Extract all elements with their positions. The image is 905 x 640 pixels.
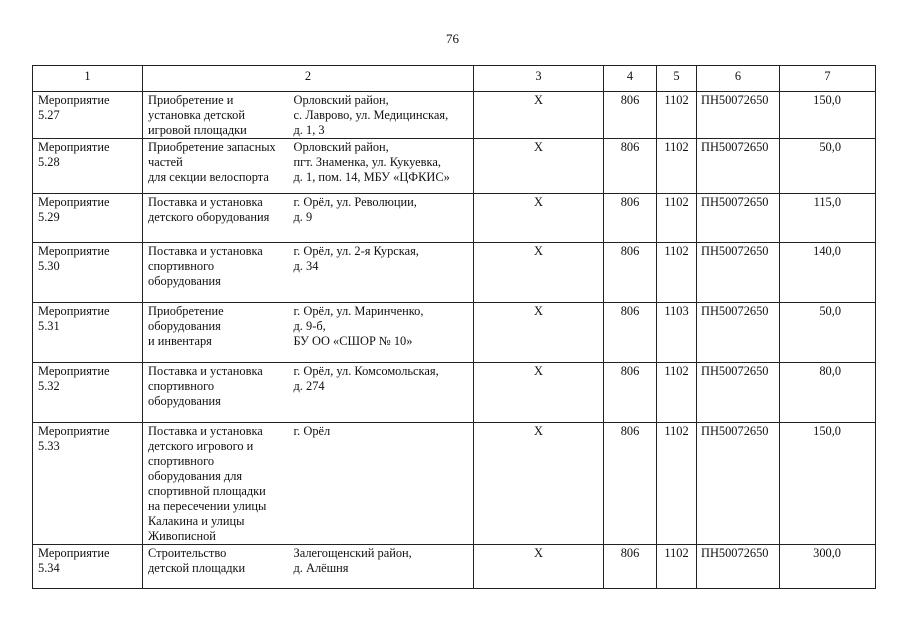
measure-cell-line: Мероприятие: [38, 304, 110, 318]
col5-cell: 1102: [657, 194, 697, 243]
address-cell-line: д. 34: [293, 259, 319, 273]
measure-cell: [33, 139, 143, 194]
measure-cell-line: 5.28: [38, 155, 60, 169]
name-cell-line: установка детской: [148, 108, 245, 122]
name-cell-line: Приобретение: [148, 304, 224, 318]
measure-cell-line: 5.30: [38, 259, 60, 273]
col3-cell: X: [474, 423, 604, 545]
measure-cell-line: Мероприятие: [38, 424, 110, 438]
table-row: [33, 303, 876, 363]
col3-cell: X: [474, 545, 604, 589]
col3-cell: X: [474, 194, 604, 243]
header-cell: 3: [474, 66, 604, 92]
name-cell-line: спортивного: [148, 259, 215, 273]
name-cell-line: детского оборудования: [148, 210, 270, 224]
name-cell-line: оборудования: [148, 274, 221, 288]
col7-cell: 50,0: [780, 139, 876, 194]
measure-cell: [33, 303, 143, 363]
table-row: [33, 423, 876, 545]
header-cell: 4: [604, 66, 657, 92]
address-cell: [289, 303, 474, 363]
name-cell: [143, 363, 289, 423]
measure-cell-line: Мероприятие: [38, 93, 110, 107]
address-cell: [289, 243, 474, 303]
address-cell-line: д. 274: [293, 379, 325, 393]
address-cell-line: г. Орёл, ул. Маринченко,: [293, 304, 424, 318]
name-cell-line: Поставка и установка: [148, 244, 263, 258]
col4-cell: 806: [604, 243, 657, 303]
col3-cell: X: [474, 303, 604, 363]
col6-cell: ПН50072650: [697, 139, 780, 194]
col5-cell: 1102: [657, 243, 697, 303]
measure-cell-line: Мероприятие: [38, 195, 110, 209]
header-cell: 7: [780, 66, 876, 92]
measure-cell: [33, 194, 143, 243]
col6-cell: ПН50072650: [697, 92, 780, 139]
table-row: [33, 363, 876, 423]
address-cell: [289, 139, 474, 194]
measure-cell-line: Мероприятие: [38, 140, 110, 154]
measure-cell-line: 5.29: [38, 210, 60, 224]
col7-cell: 150,0: [780, 423, 876, 545]
table-row: [33, 243, 876, 303]
name-cell-line: детского игрового и: [148, 439, 254, 453]
measure-cell: [33, 243, 143, 303]
col6-cell: ПН50072650: [697, 303, 780, 363]
name-cell-line: оборудования для: [148, 469, 243, 483]
name-cell-line: Калакина и улицы: [148, 514, 245, 528]
budget-table: [32, 65, 876, 589]
table-row: [33, 139, 876, 194]
name-cell-line: Поставка и установка: [148, 424, 263, 438]
measure-cell-line: 5.32: [38, 379, 60, 393]
name-cell-line: Поставка и установка: [148, 195, 263, 209]
name-cell: [143, 243, 289, 303]
col4-cell: 806: [604, 303, 657, 363]
measure-cell-line: Мероприятие: [38, 364, 110, 378]
col7-cell: 115,0: [780, 194, 876, 243]
col6-cell: ПН50072650: [697, 243, 780, 303]
col4-cell: 806: [604, 423, 657, 545]
name-cell-line: спортивной площадки: [148, 484, 266, 498]
address-cell-line: д. 1, пом. 14, МБУ «ЦФКИС»: [293, 170, 450, 184]
measure-cell-line: 5.31: [38, 319, 60, 333]
col5-cell: 1102: [657, 363, 697, 423]
address-cell: [289, 545, 474, 589]
header-row: [33, 66, 876, 92]
col5-cell: 1102: [657, 545, 697, 589]
measure-cell: [33, 423, 143, 545]
col3-cell: X: [474, 139, 604, 194]
col4-cell: 806: [604, 194, 657, 243]
col4-cell: 806: [604, 545, 657, 589]
col5-cell: 1102: [657, 423, 697, 545]
col7-cell: 50,0: [780, 303, 876, 363]
table-body: [33, 92, 876, 589]
address-cell-line: д. 9-б,: [293, 319, 326, 333]
header-cell: 1: [33, 66, 143, 92]
header-cell: 6: [697, 66, 780, 92]
table-row: [33, 194, 876, 243]
address-cell: [289, 92, 474, 139]
address-cell-line: д. Алёшня: [293, 561, 349, 575]
table-row: [33, 92, 876, 139]
address-cell: [289, 194, 474, 243]
name-cell-line: спортивного: [148, 454, 215, 468]
name-cell: [143, 194, 289, 243]
col7-cell: 150,0: [780, 92, 876, 139]
col4-cell: 806: [604, 139, 657, 194]
col3-cell: X: [474, 243, 604, 303]
name-cell: [143, 303, 289, 363]
name-cell: [143, 139, 289, 194]
name-cell-line: Живописной: [148, 529, 216, 543]
address-cell-line: с. Лаврово, ул. Медицинская,: [293, 108, 449, 122]
address-cell-line: пгт. Знаменка, ул. Кукуевка,: [293, 155, 441, 169]
name-cell-line: для секции велоспорта: [148, 170, 269, 184]
name-cell-line: Строительство: [148, 546, 227, 560]
measure-cell-line: 5.34: [38, 561, 60, 575]
address-cell-line: г. Орёл, ул. Революции,: [293, 195, 417, 209]
name-cell: [143, 545, 289, 589]
page-number: 76: [446, 31, 459, 46]
measure-cell-line: 5.27: [38, 108, 60, 122]
measure-cell: [33, 363, 143, 423]
address-cell-line: Залегощенский район,: [293, 546, 412, 560]
col6-cell: ПН50072650: [697, 545, 780, 589]
measure-cell-line: 5.33: [38, 439, 60, 453]
name-cell-line: игровой площадки: [148, 123, 247, 137]
name-cell-line: Приобретение и: [148, 93, 234, 107]
table-row: [33, 545, 876, 589]
name-cell-line: детской площадки: [148, 561, 246, 575]
name-cell-line: Поставка и установка: [148, 364, 263, 378]
col6-cell: ПН50072650: [697, 194, 780, 243]
col7-cell: 140,0: [780, 243, 876, 303]
name-cell: [143, 92, 289, 139]
address-cell-line: Орловский район,: [293, 93, 389, 107]
name-cell-line: и инвентаря: [148, 334, 212, 348]
address-cell-line: д. 1, 3: [293, 123, 325, 137]
col5-cell: 1102: [657, 92, 697, 139]
col5-cell: 1103: [657, 303, 697, 363]
measure-cell: [33, 545, 143, 589]
measure-cell-line: Мероприятие: [38, 244, 110, 258]
col6-cell: ПН50072650: [697, 423, 780, 545]
header-cell: 2: [143, 66, 474, 92]
name-cell-line: частей: [148, 155, 183, 169]
col3-cell: X: [474, 363, 604, 423]
col6-cell: ПН50072650: [697, 363, 780, 423]
address-cell-line: БУ ОО «СШОР № 10»: [293, 334, 413, 348]
name-cell-line: Приобретение запасных: [148, 140, 276, 154]
measure-cell-line: Мероприятие: [38, 546, 110, 560]
address-cell: [289, 363, 474, 423]
col4-cell: 806: [604, 92, 657, 139]
col7-cell: 300,0: [780, 545, 876, 589]
address-cell-line: г. Орёл, ул. Комсомольская,: [293, 364, 439, 378]
col3-cell: X: [474, 92, 604, 139]
address-cell-line: Орловский район,: [293, 140, 389, 154]
address-cell: [289, 423, 474, 545]
name-cell-line: оборудования: [148, 394, 221, 408]
address-cell-line: г. Орёл, ул. 2-я Курская,: [293, 244, 419, 258]
measure-cell: [33, 92, 143, 139]
col7-cell: 80,0: [780, 363, 876, 423]
name-cell-line: оборудования: [148, 319, 221, 333]
name-cell-line: на пересечении улицы: [148, 499, 267, 513]
address-cell-line: д. 9: [293, 210, 313, 224]
col5-cell: 1102: [657, 139, 697, 194]
address-cell-line: г. Орёл: [293, 424, 331, 438]
name-cell-line: спортивного: [148, 379, 215, 393]
col4-cell: 806: [604, 363, 657, 423]
name-cell: [143, 423, 289, 545]
header-cell: 5: [657, 66, 697, 92]
